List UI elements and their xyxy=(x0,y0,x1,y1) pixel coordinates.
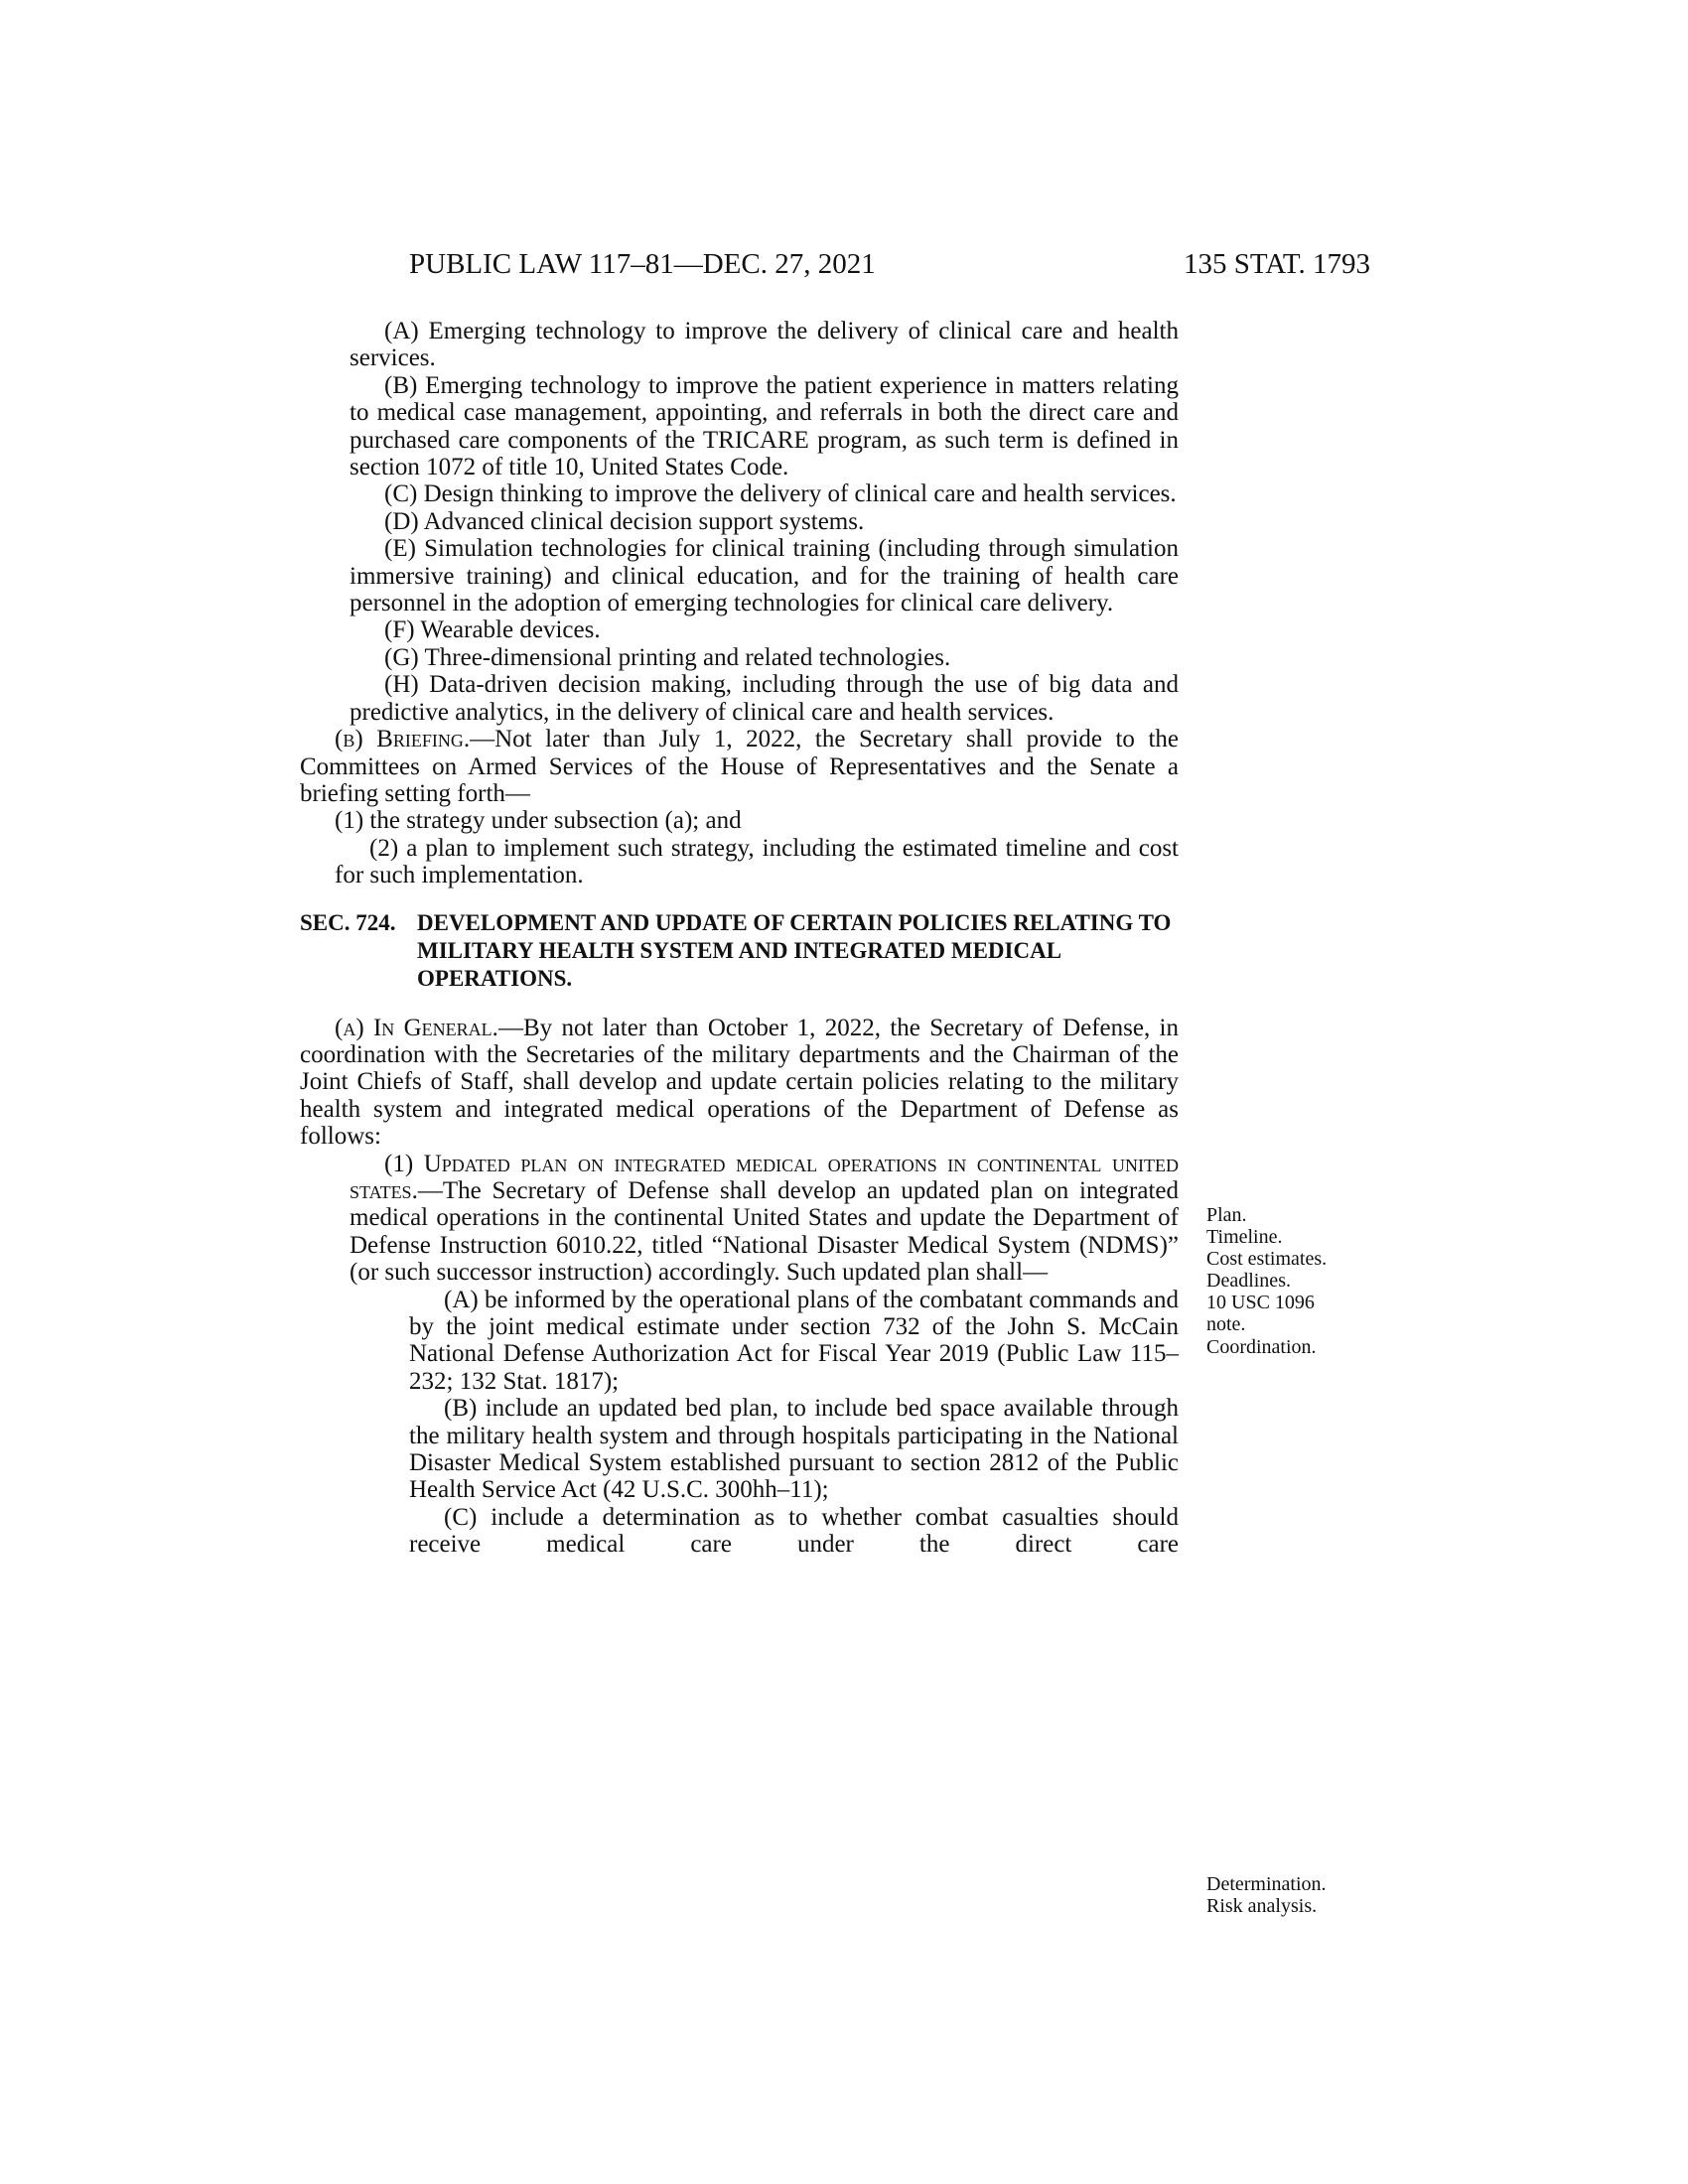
margin-note-line: Coordination. xyxy=(1206,1336,1317,1358)
section-heading xyxy=(300,909,1179,993)
plan-item: (C) include a determination as to whether combat casualties should receive medical care under the direct care xyxy=(409,1503,1179,1559)
margin-note-line: Risk analysis. xyxy=(1206,1895,1318,1917)
briefing-text: —Not later than July 1, 2022, the Secretary shall provide to the Committees on Armed Services of the House of Representatives and the Senate a briefing setting forth— xyxy=(300,726,1179,807)
plan-item: (A) be informed by the operational plans of the combatant commands and by the joint medical estimate under section 732 of the John S. McCain National Defense Authorization Act for Fiscal Year 2019 (Public Law 115–232; 132 Stat. 1817); xyxy=(409,1286,1179,1395)
general-text: —By not later than October 1, 2022, the Secretary of Defense, in coordination with the Secretaries of the military departments and the Chairman of the Joint Chiefs of Staff, shall develop and update certain policies relating to the military health system and integrated medical operations of the Department of Defense as follows: xyxy=(300,1014,1179,1151)
section-title: DEVELOPMENT AND UPDATE OF CERTAIN POLICIES RELATING TO MILITARY HEALTH SYSTEM AND INTEGRATED MEDICAL OPERATIONS. xyxy=(417,909,1172,991)
margin-note-line: note. xyxy=(1206,1313,1246,1335)
section-number: SEC. 724. xyxy=(300,909,396,935)
briefing-item-1: (1) the strategy under subsection (a); and xyxy=(335,807,742,835)
list-item: (E) Simulation technologies for clinical training (including through simulation immersive training) and clinical education, and for the training of health care personnel in the adoption of emerging technologies for clinical care delivery. xyxy=(350,535,1179,617)
general-paragraph xyxy=(300,1015,1179,1151)
margin-note-plan xyxy=(1206,1204,1375,1335)
general-label: (a) In General. xyxy=(335,1014,498,1041)
list-item: (H) Data-driven decision making, including through the use of big data and predictive analytics, in the delivery of clinical care and health services. xyxy=(350,671,1179,726)
margin-note-coordination xyxy=(1206,1336,1375,1358)
margin-note-line: Determination. xyxy=(1206,1873,1327,1895)
plan-item: (B) include an updated bed plan, to include bed space available through the military health system and through hospitals participating in the National Disaster Medical System established pursuant to section 2812 of the Public Health Service Act (42 U.S.C. 300hh–11); xyxy=(409,1395,1179,1504)
plan-label: (1) Updated plan on integrated medical operations in continental united states. xyxy=(350,1150,1179,1204)
plan-paragraph xyxy=(300,1151,1179,1287)
list-item: (C) Design thinking to improve the delivery of clinical care and health services. xyxy=(384,480,1177,508)
briefing-paragraph xyxy=(300,726,1179,807)
margin-note-determination xyxy=(1206,1873,1375,1917)
list-item: (F) Wearable devices. xyxy=(384,616,601,644)
header-page-number: 135 STAT. 1793 xyxy=(1183,248,1370,280)
margin-note-line: 10 USC 1096 xyxy=(1206,1292,1315,1313)
margin-note-line: Plan. xyxy=(1206,1204,1247,1226)
briefing-label: (b) Briefing. xyxy=(335,726,471,753)
margin-note-line: Deadlines. xyxy=(1206,1270,1291,1292)
margin-note-line: Cost estimates. xyxy=(1206,1248,1328,1270)
margin-note-line: Timeline. xyxy=(1206,1226,1283,1248)
list-item: (A) Emerging technology to improve the delivery of clinical care and health services. xyxy=(350,318,1179,372)
plan-text: —The Secretary of Defense shall develop an updated plan on integrated medical operations in the continental United States and update the Department of Defense Instruction 6010.22, titled “National Disaster Medical System (NDMS)” (or such successor instruction) accordingly. Such updated plan shall— xyxy=(350,1176,1179,1287)
list-item: (G) Three-dimensional printing and related technologies. xyxy=(384,643,951,671)
header-citation: PUBLIC LAW 117–81—DEC. 27, 2021 xyxy=(409,248,876,280)
briefing-item-2: (2) a plan to implement such strategy, including the estimated timeline and cost for such implementation. xyxy=(335,834,1179,889)
list-item: (B) Emerging technology to improve the patient experience in matters relating to medical case management, appointing, and referrals in both the direct care and purchased care components of the TRICARE program, as such term is defined in section 1072 of title 10, United States Code. xyxy=(350,371,1179,481)
list-item: (D) Advanced clinical decision support systems. xyxy=(384,507,865,535)
page-body xyxy=(300,318,1179,1559)
